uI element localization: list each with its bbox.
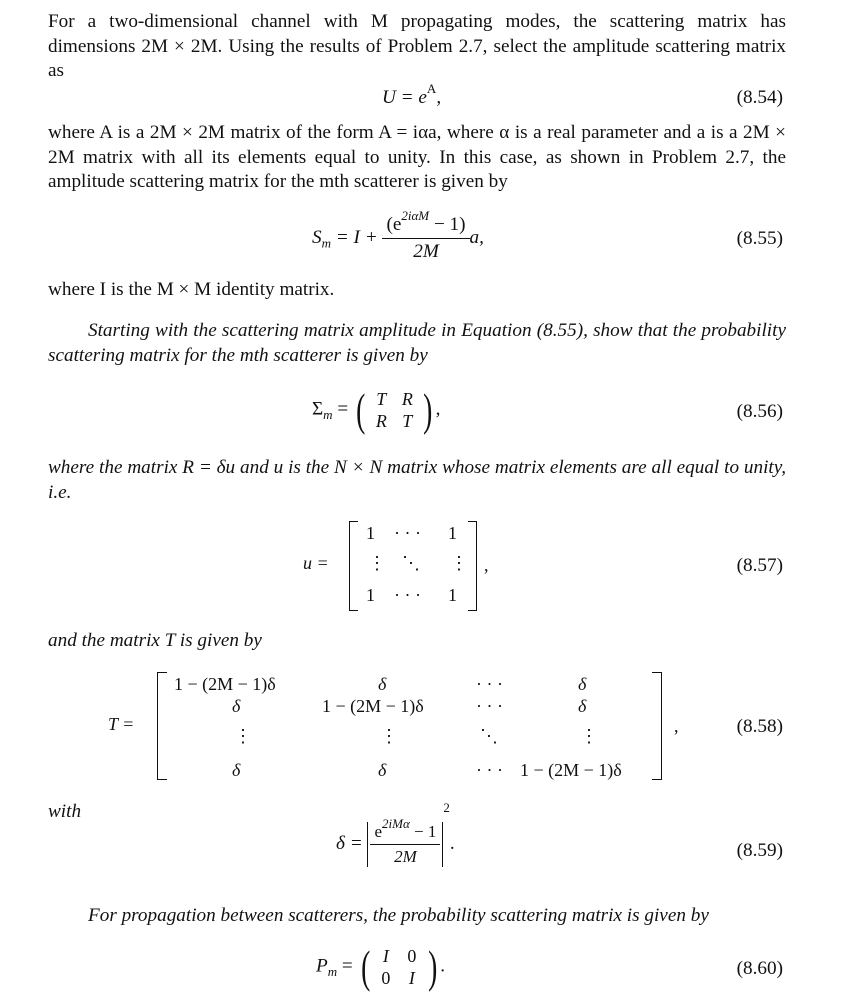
paragraph-definition-a: where A is a 2M × 2M matrix of the form A = iαa, where α is a real parameter and a is a 2M × 2M matrix with all its elements equal to unity. In this case, as shown in Problem 2.7, the amplitude scattering matrix for the mth scatterer is given by xyxy=(48,122,786,192)
eq860-sub: m xyxy=(327,964,338,980)
eq856-matrix xyxy=(368,388,420,432)
t-cell-n-2: δ xyxy=(378,760,387,780)
u-vdots-right: ⋮ xyxy=(450,553,468,573)
paragraph-intro: For a two-dimensional channel with M propagating modes, the scattering matrix has dimensions 2M × 2M. Using the results of Problem 2.7, select the amplitude scattering matrix as xyxy=(48,11,786,81)
equation-8-60 xyxy=(0,942,855,996)
eq856-r2c2: T xyxy=(402,411,413,431)
equation-number-8-58: (8.58) xyxy=(736,716,783,737)
eq860-r1c2: 0 xyxy=(407,946,417,966)
u-hdots-top: · · · xyxy=(394,523,421,543)
eq860-eq: = xyxy=(337,955,358,977)
eq859-tail: . xyxy=(449,832,455,854)
t-cell-n-n: 1 − (2M − 1)δ xyxy=(520,760,622,780)
eq859-num-base: e xyxy=(374,822,383,841)
left-bracket xyxy=(157,672,167,780)
u-cell-1-n: 1 xyxy=(448,523,457,543)
eq856-tail: , xyxy=(435,398,441,420)
eq860-lhs: P xyxy=(316,955,328,977)
equation-8-58 xyxy=(0,668,855,784)
eq856-r1c1: T xyxy=(376,389,387,409)
t-vdots-coln: ⋮ xyxy=(580,726,598,746)
left-bracket xyxy=(349,521,358,611)
eq856-sub: m xyxy=(323,407,333,423)
eq859-den: 2M xyxy=(394,847,417,866)
eq860-matrix xyxy=(373,945,425,989)
eq858-lhs: T = xyxy=(108,714,135,734)
eq859-num-sup: 2iMα xyxy=(382,816,410,831)
eq859-abs xyxy=(367,816,443,867)
t-ddots: ⋱ xyxy=(480,726,498,746)
eq859-num-tail: − 1 xyxy=(409,822,437,841)
u-cell-n-1: 1 xyxy=(366,585,375,605)
eq857-lhs: u = xyxy=(303,553,329,573)
eq855-frac-tail: − 1) xyxy=(429,214,466,235)
right-paren: ) xyxy=(423,384,433,435)
paragraph-with: with xyxy=(48,801,82,822)
eq860-r1c1: I xyxy=(382,946,389,966)
t-cell-1-2: δ xyxy=(378,674,387,694)
equation-number-8-60: (8.60) xyxy=(736,958,783,979)
paragraph-identity: where I is the M × M identity matrix. xyxy=(48,279,335,300)
eq855-frac-sup: 2iαM xyxy=(401,208,430,223)
t-cell-1-1: 1 − (2M − 1)δ xyxy=(174,674,276,694)
u-hdots-bottom: · · · xyxy=(394,585,421,605)
t-cell-2-1: δ xyxy=(232,696,241,716)
eq860-r2c1: 0 xyxy=(381,968,391,988)
equation-8-55 xyxy=(0,208,855,268)
equation-8-56 xyxy=(0,385,855,439)
eq855-frac-den: 2M xyxy=(413,241,439,262)
eq860-r2c2: I xyxy=(408,968,415,988)
t-vdots-col1: ⋮ xyxy=(234,726,252,746)
t-cell-1-n: δ xyxy=(578,674,587,694)
eq855-lhs: S xyxy=(312,226,322,248)
eq856-lhs: Σ xyxy=(312,398,324,420)
t-hdots-rown: · · · xyxy=(476,760,503,780)
eq854-lhs: U = e xyxy=(382,87,427,108)
eq857-tail: , xyxy=(484,555,489,575)
eq855-frac-num: (e xyxy=(386,214,402,235)
eq855-eq: = I + xyxy=(330,226,383,248)
equation-number-8-59: (8.59) xyxy=(736,840,783,861)
eq858-tail: , xyxy=(674,716,679,736)
eq856-eq: = xyxy=(332,398,353,420)
equation-number-8-56: (8.56) xyxy=(736,401,783,422)
paragraph-propagation: For propagation between scatterers, the probability scattering matrix is given by xyxy=(88,905,709,926)
t-hdots-row2: · · · xyxy=(476,696,503,716)
paragraph-matrix-r: where the matrix R = δu and u is the N × N matrix whose matrix elements are all equal to unity, i.e. xyxy=(48,457,786,503)
t-cell-2-n: δ xyxy=(578,696,587,716)
t-hdots-row1: · · · xyxy=(476,674,503,694)
right-bracket xyxy=(468,521,477,611)
left-paren: ( xyxy=(360,941,370,992)
t-cell-n-1: δ xyxy=(232,760,241,780)
left-paren: ( xyxy=(356,384,366,435)
eq854-tail: , xyxy=(436,87,442,108)
equation-number-8-57: (8.57) xyxy=(736,555,783,576)
equation-number-8-55: (8.55) xyxy=(736,228,783,249)
right-paren: ) xyxy=(427,941,438,992)
right-bracket xyxy=(652,672,662,780)
paragraph-problem-statement: Starting with the scattering matrix amplitude in Equation (8.55), show that the probability scattering matrix for the mth scatterer is given by xyxy=(48,320,786,366)
equation-8-57 xyxy=(0,515,855,615)
u-ddots: ⋱ xyxy=(402,553,420,573)
eq854-sup: A xyxy=(426,81,437,96)
eq859-lhs: δ = xyxy=(336,832,368,854)
t-cell-2-2: 1 − (2M − 1)δ xyxy=(322,696,424,716)
eq856-r1c2: R xyxy=(401,389,413,409)
u-cell-1-1: 1 xyxy=(366,523,375,543)
eq855-sub: m xyxy=(321,235,331,251)
u-cell-n-n: 1 xyxy=(448,585,457,605)
t-vdots-col2: ⋮ xyxy=(380,726,398,746)
eq855-fraction xyxy=(382,208,469,263)
eq859-square: 2 xyxy=(443,800,450,815)
eq860-tail: . xyxy=(440,955,445,977)
equation-number-8-54: (8.54) xyxy=(736,87,783,108)
eq855-tail: a, xyxy=(469,226,484,248)
u-vdots-left: ⋮ xyxy=(368,553,386,573)
eq856-r2c1: R xyxy=(375,411,387,431)
paragraph-matrix-t: and the matrix T is given by xyxy=(48,630,262,651)
